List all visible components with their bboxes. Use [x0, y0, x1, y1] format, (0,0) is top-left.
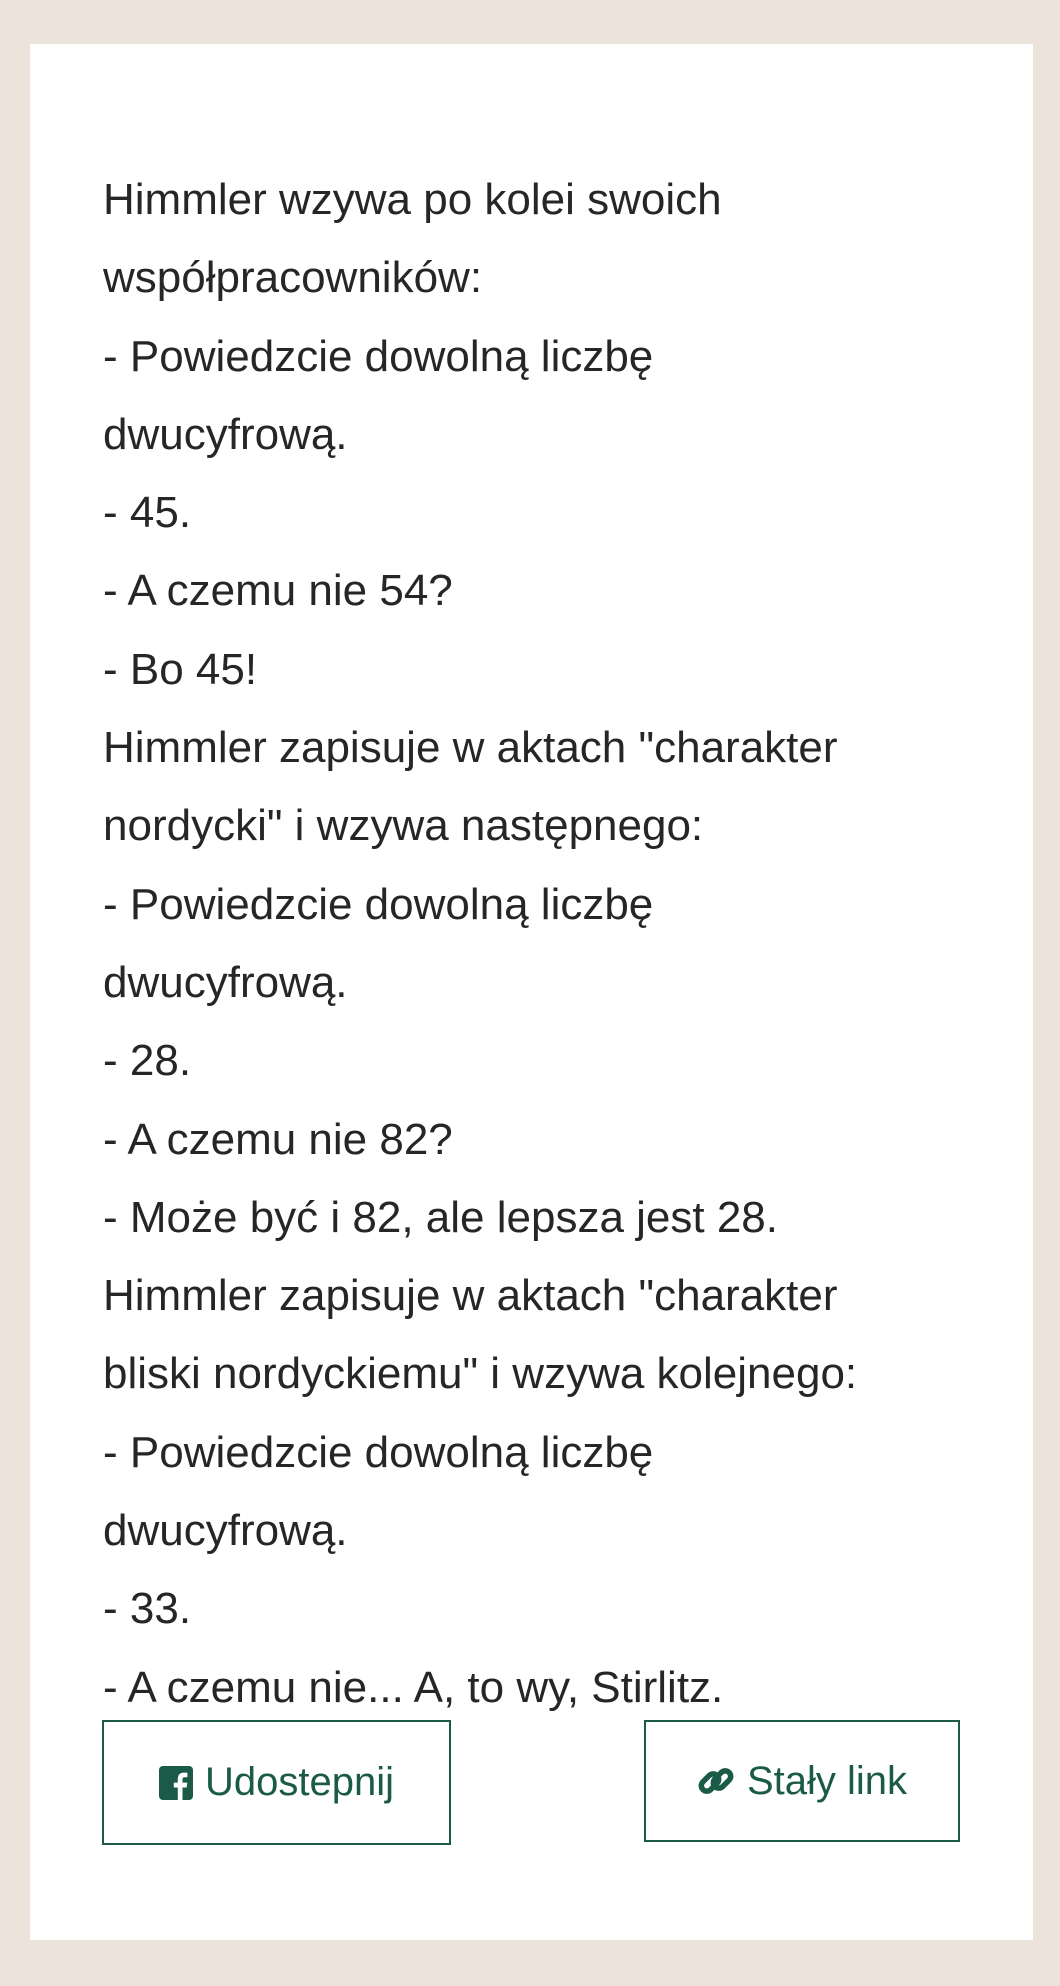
joke-line: współpracowników:	[103, 253, 483, 303]
joke-line: - A czemu nie 54?	[103, 566, 453, 616]
permalink-button[interactable]	[644, 1720, 960, 1842]
link-icon	[697, 1762, 735, 1800]
facebook-icon	[159, 1766, 193, 1800]
joke-line: - A czemu nie... A, to wy, Stirlitz.	[103, 1662, 724, 1712]
joke-line: dwucyfrową.	[103, 409, 348, 459]
joke-line: dwucyfrową.	[103, 1506, 348, 1556]
joke-line: - Powiedzcie dowolną liczbę	[103, 1427, 654, 1477]
joke-line: Himmler zapisuje w aktach "charakter	[103, 1271, 838, 1321]
joke-line: - Bo 45!	[103, 644, 258, 694]
joke-line: - 28.	[103, 1036, 192, 1086]
joke-line: Himmler zapisuje w aktach "charakter	[103, 723, 838, 773]
joke-line: dwucyfrową.	[103, 957, 348, 1007]
joke-card	[30, 44, 1033, 1940]
permalink-button-label: Stały link	[746, 1758, 908, 1803]
joke-line: - Powiedzcie dowolną liczbę	[103, 331, 654, 381]
joke-line: Himmler wzywa po kolei swoich	[103, 175, 722, 224]
joke-line: - Może być i 82, ale lepsza jest 28.	[103, 1192, 778, 1242]
joke-line: - A czemu nie 82?	[103, 1114, 453, 1164]
joke-line: nordycki" i wzywa następnego:	[103, 801, 704, 851]
share-button-label: Udostepnij	[204, 1760, 394, 1804]
share-button[interactable]	[102, 1720, 451, 1845]
joke-line: - Powiedzcie dowolną liczbę	[103, 879, 654, 929]
joke-text	[103, 161, 983, 1727]
joke-line: bliski nordyckiemu" i wzywa kolejnego:	[103, 1349, 858, 1399]
joke-line: - 33.	[103, 1584, 192, 1634]
joke-line: - 45.	[103, 488, 192, 538]
